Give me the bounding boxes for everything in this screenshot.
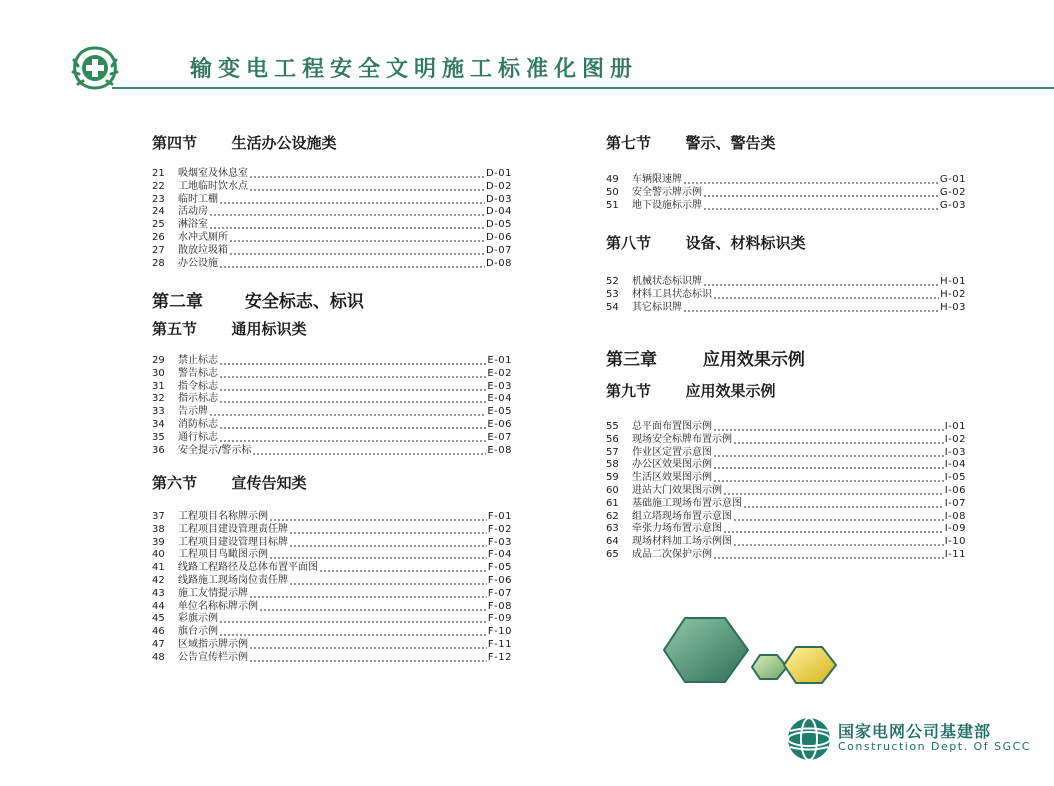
toc-entry — [606, 459, 966, 472]
entry-code: E-02 — [487, 367, 512, 379]
page-header — [0, 0, 1054, 100]
entry-number: 59 — [606, 472, 619, 484]
entry-title: 办公区效果图示例 — [632, 459, 712, 471]
dot-leader — [733, 536, 944, 549]
entry-title: 水冲式厕所 — [178, 231, 228, 243]
entry-title: 机械状态标识牌 — [632, 276, 702, 287]
entry-title: 进站大门效果图示例 — [632, 484, 722, 496]
entry-code: I-09 — [944, 523, 966, 535]
entry-number: 39 — [152, 536, 165, 548]
toc-entry — [152, 368, 512, 381]
toc-entry — [606, 549, 966, 562]
toc-entry — [152, 562, 512, 575]
dot-leader — [703, 276, 939, 289]
entry-number: 55 — [606, 421, 619, 432]
toc-entry — [152, 168, 512, 181]
dot-leader — [209, 406, 486, 419]
dot-leader — [713, 549, 944, 562]
entry-number: 41 — [152, 562, 165, 574]
entry-number: 52 — [606, 276, 619, 287]
entry-title: 告示牌 — [178, 406, 208, 418]
dot-leader — [249, 652, 487, 665]
toc-entry — [152, 419, 512, 432]
entry-title: 办公设施 — [178, 257, 218, 269]
toc-entry — [152, 511, 512, 524]
dot-leader — [249, 588, 487, 601]
entry-number: 65 — [606, 548, 619, 560]
dot-leader — [209, 219, 485, 232]
toc-entry — [152, 549, 512, 562]
entry-title: 活动房 — [178, 206, 208, 218]
entry-title: 现场材料加工场示例图 — [632, 536, 732, 548]
entry-code: G-03 — [939, 199, 966, 211]
toc-entry — [606, 421, 966, 434]
chapter-title: 安全标志、标识 — [244, 292, 364, 312]
entry-number: 30 — [152, 367, 165, 379]
toc-entry — [152, 406, 512, 419]
section-title: 设备、材料标识类 — [685, 234, 806, 252]
entry-number: 29 — [152, 355, 165, 366]
toc-entry — [152, 245, 512, 258]
entry-title: 其它标识牌 — [632, 301, 682, 313]
entry-code: F-08 — [487, 600, 512, 612]
entry-number: 44 — [152, 600, 165, 612]
header-divider — [112, 87, 1054, 89]
entry-code: G-02 — [939, 186, 966, 198]
entry-code: D-07 — [485, 244, 512, 256]
entry-code: F-10 — [487, 626, 512, 638]
dot-leader — [743, 498, 944, 511]
chapter-3-heading — [606, 345, 805, 370]
entry-code: E-07 — [487, 431, 512, 443]
dot-leader — [219, 355, 486, 368]
entry-title: 线路施工现场岗位责任牌 — [178, 574, 288, 586]
entry-number: 28 — [152, 257, 165, 269]
entry-title: 总平面布置图示例 — [632, 421, 712, 432]
entry-title: 现场安全标牌布置示例 — [632, 433, 732, 445]
toc-entry — [152, 537, 512, 550]
section-8-heading — [606, 232, 806, 253]
dot-leader — [249, 168, 485, 181]
dot-leader — [723, 485, 944, 498]
entry-code: F-12 — [487, 651, 512, 663]
entry-title: 禁止标志 — [178, 355, 218, 366]
entry-number: 36 — [152, 444, 165, 456]
chapter-number: 第二章 — [152, 292, 203, 312]
entry-number: 49 — [606, 174, 619, 185]
entry-code: I-06 — [944, 484, 966, 496]
toc-entry — [606, 447, 966, 460]
section-title: 生活办公设施类 — [231, 134, 337, 152]
entry-code: F-05 — [487, 562, 512, 574]
entry-title: 地下设施标示牌 — [632, 199, 702, 211]
dot-leader — [703, 200, 939, 213]
toc-entry — [152, 381, 512, 394]
entry-number: 35 — [152, 431, 165, 443]
entry-code: I-05 — [944, 472, 966, 484]
entry-title: 吸烟室及休息室 — [178, 168, 248, 179]
entry-title: 工程项目建设管理责任牌 — [178, 523, 288, 535]
document-title: 输变电工程安全文明施工标准化图册 — [190, 57, 639, 82]
section-title: 应用效果示例 — [685, 382, 776, 400]
dot-leader — [289, 524, 487, 537]
dot-leader — [219, 194, 485, 207]
entry-number: 33 — [152, 406, 165, 418]
toc-entry — [152, 588, 512, 601]
entry-code: H-01 — [940, 276, 966, 287]
dot-leader — [219, 432, 486, 445]
entry-code: D-08 — [485, 257, 512, 269]
chapter-number: 第三章 — [606, 350, 657, 370]
dot-leader — [219, 626, 487, 639]
entry-number: 21 — [152, 168, 165, 179]
entry-number: 64 — [606, 536, 619, 548]
entry-number: 32 — [152, 393, 165, 405]
entry-number: 61 — [606, 497, 619, 509]
section-number: 第七节 — [606, 134, 652, 152]
toc-entry — [606, 498, 966, 511]
toc-entry — [152, 445, 512, 458]
section-9-heading — [606, 380, 776, 401]
section-number: 第六节 — [152, 474, 198, 492]
dot-leader — [723, 523, 944, 536]
toc-entry — [152, 194, 512, 207]
entry-code: D-02 — [485, 180, 512, 192]
entry-title: 指示标志 — [178, 393, 218, 405]
dot-leader — [713, 447, 944, 460]
toc-entry — [152, 639, 512, 652]
entry-code: I-11 — [944, 548, 966, 560]
toc-entry — [606, 187, 966, 200]
toc-entry — [152, 232, 512, 245]
entry-code: I-08 — [944, 510, 966, 522]
entry-title: 淋浴室 — [178, 219, 208, 231]
toc-entry — [152, 393, 512, 406]
chapter-2-heading — [152, 287, 364, 312]
dot-leader — [319, 562, 487, 575]
entry-title: 工程项目建设管理目标牌 — [178, 536, 288, 548]
entry-title: 材料工具状态标识 — [632, 288, 712, 300]
section-6-heading — [152, 472, 307, 493]
entry-code: F-07 — [487, 587, 512, 599]
entry-number: 24 — [152, 206, 165, 218]
entry-title: 牵张力场布置示意图 — [632, 523, 722, 535]
section-9-list — [606, 421, 966, 562]
entry-number: 50 — [606, 186, 619, 198]
entry-title: 基础施工现场布置示意图 — [632, 497, 742, 509]
entry-title: 安全警示牌示例 — [632, 186, 702, 198]
entry-title: 区域指示牌示例 — [178, 638, 248, 650]
entry-title: 工程项目名称牌示例 — [178, 511, 268, 522]
entry-code: I-04 — [944, 459, 966, 471]
dot-leader — [713, 421, 944, 434]
toc-entry — [606, 276, 966, 289]
toc-entry — [152, 355, 512, 368]
entry-title: 线路工程路径及总体布置平面图 — [178, 562, 318, 574]
entry-number: 47 — [152, 638, 165, 650]
dot-leader — [219, 381, 486, 394]
entry-number: 56 — [606, 433, 619, 445]
dot-leader — [269, 549, 487, 562]
entry-code: I-10 — [944, 536, 966, 548]
toc-entry — [606, 536, 966, 549]
entry-code: I-03 — [944, 446, 966, 458]
dot-leader — [209, 206, 485, 219]
entry-code: F-06 — [487, 574, 512, 586]
entry-title: 警告标志 — [178, 367, 218, 379]
toc-entry — [152, 181, 512, 194]
dot-leader — [249, 181, 485, 194]
toc-entry — [606, 289, 966, 302]
toc-entry — [606, 523, 966, 536]
toc-entry — [606, 200, 966, 213]
entry-code: E-08 — [487, 444, 512, 456]
dot-leader — [269, 511, 487, 524]
toc-entry — [606, 302, 966, 315]
dot-leader — [219, 258, 485, 271]
section-5-heading — [152, 318, 307, 339]
entry-number: 63 — [606, 523, 619, 535]
entry-code: D-06 — [485, 231, 512, 243]
toc-entry — [152, 575, 512, 588]
section-title: 警示、警告类 — [685, 134, 776, 152]
entry-number: 25 — [152, 219, 165, 231]
entry-number: 26 — [152, 231, 165, 243]
entry-code: E-05 — [487, 406, 512, 418]
toc-entry — [152, 613, 512, 626]
entry-title: 旗台示例 — [178, 626, 218, 638]
entry-code: E-06 — [487, 418, 512, 430]
entry-number: 23 — [152, 193, 165, 205]
dot-leader — [289, 575, 487, 588]
dot-leader — [219, 419, 486, 432]
entry-number: 38 — [152, 523, 165, 535]
entry-title: 指令标志 — [178, 380, 218, 392]
section-number: 第八节 — [606, 234, 652, 252]
entry-title: 组立塔现场布置示意图 — [632, 510, 732, 522]
entry-number: 42 — [152, 574, 165, 586]
entry-code: F-03 — [487, 536, 512, 548]
dot-leader — [289, 537, 487, 550]
entry-title: 工地临时饮水点 — [178, 180, 248, 192]
org-name-en: Construction Dept. Of SGCC — [838, 740, 1031, 753]
entry-number: 43 — [152, 587, 165, 599]
entry-code: E-04 — [487, 393, 512, 405]
entry-code: H-02 — [940, 288, 966, 300]
toc-entry — [152, 652, 512, 665]
entry-number: 54 — [606, 301, 619, 313]
dot-leader — [259, 601, 487, 614]
section-6-list — [152, 511, 512, 665]
dot-leader — [683, 174, 939, 187]
entry-title: 工程项目鸟瞰图示例 — [178, 549, 268, 561]
cross-emblem-icon — [70, 44, 120, 90]
entry-number: 45 — [152, 613, 165, 625]
entry-title: 生活区效果图示例 — [632, 472, 712, 484]
dot-leader — [249, 639, 487, 652]
entry-code: D-01 — [485, 168, 512, 179]
section-4-list — [152, 168, 512, 270]
entry-code: F-09 — [487, 613, 512, 625]
toc-entry — [606, 485, 966, 498]
section-8-list — [606, 276, 966, 314]
dot-leader — [713, 472, 944, 485]
entry-code: E-01 — [487, 355, 512, 366]
entry-code: I-01 — [944, 421, 966, 432]
dot-leader — [219, 368, 486, 381]
entry-code: D-04 — [485, 206, 512, 218]
entry-number: 46 — [152, 626, 165, 638]
entry-title: 消防标志 — [178, 418, 218, 430]
toc-entry — [606, 472, 966, 485]
sgcc-globe-icon — [786, 716, 832, 762]
section-number: 第五节 — [152, 320, 198, 338]
entry-code: H-03 — [940, 301, 966, 313]
entry-title: 临时工棚 — [178, 193, 218, 205]
entry-title: 安全提示/警示标 — [178, 444, 252, 456]
hexagon-cluster-icon — [660, 615, 850, 695]
entry-number: 53 — [606, 288, 619, 300]
toc-entry — [152, 219, 512, 232]
entry-code: D-05 — [485, 219, 512, 231]
entry-code: F-02 — [487, 523, 512, 535]
entry-code: G-01 — [939, 174, 966, 185]
toc-entry — [152, 626, 512, 639]
dot-leader — [219, 393, 486, 406]
entry-title: 施工友情提示牌 — [178, 587, 248, 599]
entry-number: 48 — [152, 651, 165, 663]
entry-number: 51 — [606, 199, 619, 211]
org-name-cn: 国家电网公司基建部 — [838, 722, 992, 741]
toc-entry — [152, 258, 512, 271]
toc-entry — [152, 601, 512, 614]
toc-entry — [152, 524, 512, 537]
dot-leader — [229, 245, 485, 258]
entry-number: 37 — [152, 511, 165, 522]
entry-code: E-03 — [487, 380, 512, 392]
dot-leader — [733, 434, 944, 447]
dot-leader — [713, 289, 939, 302]
entry-code: D-03 — [485, 193, 512, 205]
entry-code: F-04 — [487, 549, 512, 561]
section-title: 宣传告知类 — [231, 474, 307, 492]
dot-leader — [252, 445, 486, 458]
entry-title: 通行标志 — [178, 431, 218, 443]
chapter-title: 应用效果示例 — [702, 350, 805, 370]
section-7-heading — [606, 132, 776, 153]
dot-leader — [683, 302, 939, 315]
entry-title: 作业区定置示意图 — [632, 446, 712, 458]
entry-number: 60 — [606, 484, 619, 496]
entry-number: 31 — [152, 380, 165, 392]
section-5-list — [152, 355, 512, 457]
section-7-list — [606, 174, 966, 212]
toc-entry — [152, 432, 512, 445]
entry-number: 22 — [152, 180, 165, 192]
entry-number: 57 — [606, 446, 619, 458]
entry-number: 34 — [152, 418, 165, 430]
entry-number: 62 — [606, 510, 619, 522]
entry-code: I-07 — [944, 497, 966, 509]
entry-title: 公告宣传栏示例 — [178, 651, 248, 663]
toc-entry — [606, 434, 966, 447]
entry-code: I-02 — [944, 433, 966, 445]
entry-number: 27 — [152, 244, 165, 256]
entry-title: 彩旗示例 — [178, 613, 218, 625]
entry-number: 58 — [606, 459, 619, 471]
entry-title: 车辆限速牌 — [632, 174, 682, 185]
toc-entry — [606, 511, 966, 524]
entry-code: F-11 — [487, 638, 512, 650]
entry-title: 单位名称标牌示例 — [178, 600, 258, 612]
dot-leader — [703, 187, 939, 200]
section-number: 第四节 — [152, 134, 198, 152]
toc-entry — [606, 174, 966, 187]
entry-number: 40 — [152, 549, 165, 561]
section-number: 第九节 — [606, 382, 652, 400]
dot-leader — [713, 459, 944, 472]
dot-leader — [219, 613, 487, 626]
dot-leader — [229, 232, 485, 245]
entry-title: 成品二次保护示例 — [632, 548, 712, 560]
toc-entry — [152, 206, 512, 219]
section-4-heading — [152, 132, 337, 153]
entry-code: F-01 — [487, 511, 512, 522]
dot-leader — [733, 511, 944, 524]
section-title: 通用标识类 — [231, 320, 307, 338]
entry-title: 散放垃圾箱 — [178, 244, 228, 256]
